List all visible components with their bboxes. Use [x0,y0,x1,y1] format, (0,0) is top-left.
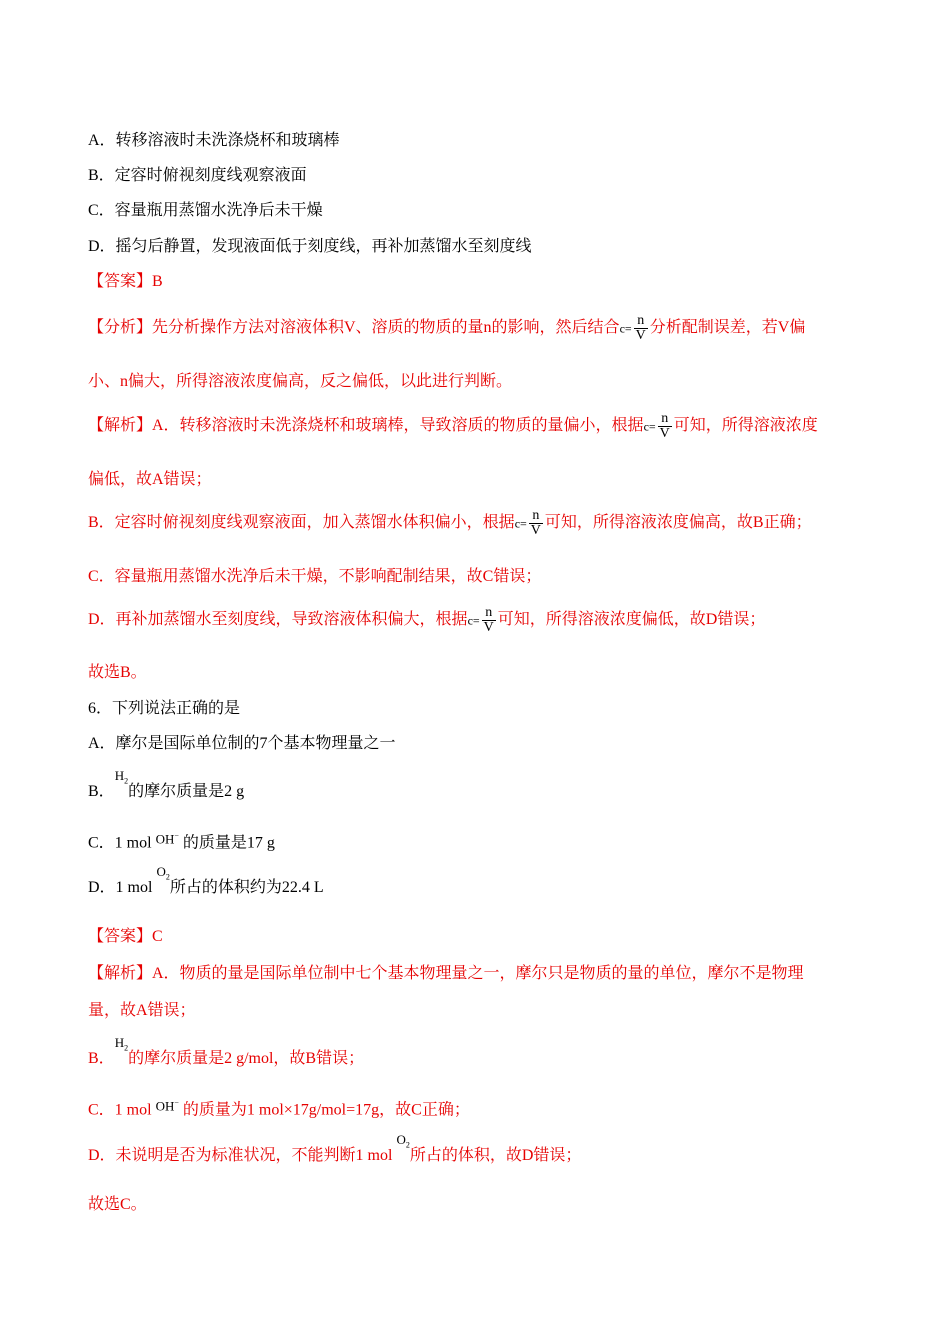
q6-option-c-suffix: 的质量是17 g [178,834,275,852]
explain6-a-line-1: 【解析】A．物质的量是国际单位制中七个基本物理量之一，摩尔只是物质的量的单位，摩尔不是物理 [88,965,804,982]
q6-option-b-suffix: 的摩尔质量是2 g [128,783,245,800]
analysis-prefix: 【分析】先分析操作方法对溶液体积V、溶质的物质的量n的影响，然后结合 [88,319,620,337]
formula-numerator: n [634,314,648,329]
formula-numerator: n [658,412,672,427]
formula-denominator: V [635,328,646,343]
explain6-b-suffix: 的摩尔质量是2 g/mol，故B错误； [128,1050,365,1067]
option-b: B．定容时俯视刻度线观察液面 [88,167,307,184]
formula-fraction [634,314,648,343]
explain-a-prefix: 【解析】A．转移溶液时未洗涤烧杯和玻璃棒，导致溶质的物质的量偏小，根据 [88,417,644,435]
formula-numerator: n [529,509,543,524]
explain-c: C．容量瓶用蒸馏水洗净后未干燥，不影响配制结果，故C错误； [88,568,542,585]
option-d: D．摇匀后静置，发现液面低于刻度线，再补加蒸馏水至刻度线 [88,238,532,255]
formula-denominator: V [530,523,541,538]
explain-d-prefix: D．再补加蒸馏水至刻度线，导致溶液体积偏大，根据 [88,611,468,629]
formula-denominator: V [659,426,670,441]
explain6-d-suffix: 所占的体积，故D错误； [409,1147,582,1164]
conclusion-5: 故选B。 [88,664,147,681]
explain6-c [88,1097,470,1120]
analysis-line-1 [88,314,805,343]
formula-c: c= [467,613,480,628]
analysis-suffix: 分析配制误差，若V偏 [649,319,806,337]
formula-c: c= [619,321,632,336]
q6-option-a: A．摩尔是国际单位制的7个基本物理量之一 [88,735,396,752]
formula-fraction [529,509,543,538]
formula-denominator: V [483,620,494,635]
explain6-a-line-2: 量，故A错误； [88,1002,196,1019]
chem-oh-minus: OH− [155,831,179,847]
q6-option-d-prefix: D．1 mol [88,879,157,896]
analysis-line-2: 小、n偏大，所得溶液浓度偏高，反之偏低，以此进行判断。 [88,373,513,390]
explain6-d-prefix: D．未说明是否为标准状况，不能判断1 mol [88,1147,397,1164]
explain-a-line-1 [88,412,818,441]
q6-option-c [88,830,275,853]
formula-fraction [658,412,672,441]
q6-option-d-suffix: 所占的体积约为22.4 L [169,879,324,896]
q6-option-b [88,768,245,808]
formula-c: c= [643,419,656,434]
explain6-c-suffix: 的质量为1 mol×17g/mol=17g，故C正确； [178,1101,470,1119]
chem-h2: $H_2$ [114,768,129,786]
formula-numerator: n [482,606,496,621]
option-a: A．转移溶液时未洗涤烧杯和玻璃棒 [88,132,340,149]
formula-c: c= [514,516,527,531]
chem-h2: $H_2$ [114,1035,129,1053]
chem-o2: $O_2$ [156,864,170,882]
explain-b-prefix: B．定容时俯视刻度线观察液面，加入蒸馏水体积偏小，根据 [88,514,515,532]
explain-a-suffix: 可知，所得溶液浓度 [673,417,818,435]
answer-label: 【答案】B [88,273,163,290]
chem-oh-minus: OH− [155,1098,179,1114]
explain-b-suffix: 可知，所得溶液浓度偏高，故B正确； [544,514,812,532]
formula-fraction [482,606,496,635]
explain6-b-prefix: B． [88,1050,115,1067]
explain6-c-prefix: C．1 mol [88,1101,156,1119]
q6-option-c-prefix: C．1 mol [88,834,156,852]
explain-d [88,606,765,635]
explain-b [88,509,812,538]
explain6-b [88,1035,365,1075]
q6-option-b-prefix: B． [88,783,115,800]
option-c: C．容量瓶用蒸馏水洗净后未干燥 [88,202,323,219]
conclusion-6: 故选C。 [88,1196,147,1213]
chem-o2: $O_2$ [396,1132,410,1150]
explain6-d [88,1132,582,1172]
q6-option-d [88,864,324,904]
explain-d-suffix: 可知，所得溶液浓度偏低，故D错误； [497,611,766,629]
explain-a-line-2: 偏低，故A错误； [88,471,212,488]
question-6-stem: 6．下列说法正确的是 [88,700,241,717]
answer-label-6: 【答案】C [88,928,163,945]
